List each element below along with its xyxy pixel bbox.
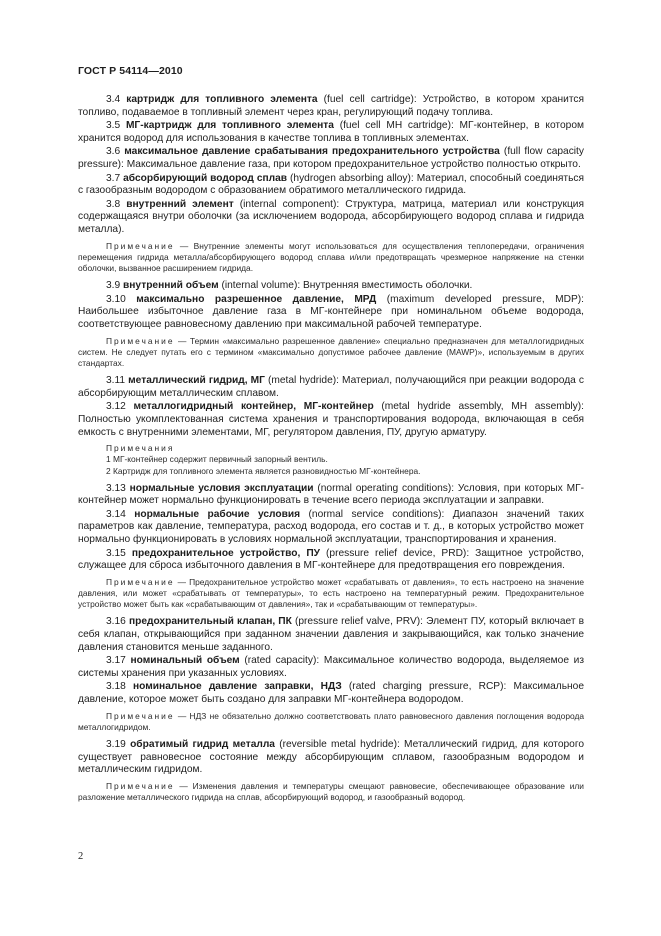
note-paragraph	[78, 577, 584, 611]
note-label: Примечание	[106, 780, 175, 791]
definition-paragraph	[78, 294, 584, 332]
definition-paragraph	[78, 199, 584, 237]
clause-number: 3.8	[106, 198, 121, 210]
term-name: МГ-картридж для топливного элемента	[125, 120, 334, 132]
term-name: внутренний объем	[123, 280, 219, 292]
note-label: Примечание	[106, 240, 175, 251]
definition-paragraph	[78, 173, 584, 198]
note-text: — Предохранительное устройство может «срабатывать от давления», то есть настроено на значение давления, или может «срабатывать от температуры», то есть настроено на температурный режим. Предохранительное устройство может быть как «срабатывающим от давления», так и «срабатывающим от температуры».	[78, 576, 584, 610]
definition-text: (pressure relief device, PRD): Защитное устройство, служащее для сброса избыточного давления в МГ-контейнере для предотвращения его повреждения.	[78, 547, 585, 572]
definition-text: (internal volume): Внутренняя вместимость оболочки.	[218, 280, 473, 292]
definition-paragraph	[78, 681, 584, 706]
definition-paragraph	[78, 739, 584, 777]
term-name: номинальный объем	[130, 655, 240, 667]
note-paragraph	[78, 781, 584, 803]
note-paragraph	[78, 241, 584, 275]
definition-text: (rated charging pressure, RCP): Максимальное давление, которое может быть создано для заправки МГ-контейнера водородом.	[78, 681, 584, 706]
term-name: абсорбирующий водород сплав	[123, 172, 288, 184]
term-name: предохранительный клапан, ПК	[128, 616, 292, 628]
clause-number: 3.17	[106, 655, 126, 667]
term-name: максимальное давление срабатывания предохранительного устройства	[124, 146, 500, 158]
definition-text: (fuel cell MH cartridge): МГ-контейнер, в котором хранится водород для использования в качестве топлива в топливных элементах.	[78, 120, 584, 144]
note-text: — НДЗ не обязательно должно соответствовать плато равновесного давления поглощения водорода металлогидридом.	[78, 710, 584, 732]
definition-text: (full flow capacity pressure): Максимальное давление газа, при котором предохранительное устройство полностью открыто.	[78, 146, 584, 170]
note-text: — Внутренние элементы могут использоваться для осуществления теплопередачи, ограничения перемещения гидрида металла/абсорбирующего водород сплава и/или предотвращать чрезмерное напряжение на стенки оболочки, вызванное расширением гидрида.	[78, 240, 584, 273]
definition-paragraph	[78, 146, 584, 171]
term-name: металлический гидрид, МГ	[128, 375, 265, 387]
clause-number: 3.16	[106, 616, 126, 628]
definition-paragraph	[78, 94, 584, 119]
notes-block	[78, 443, 584, 477]
clause-number: 3.7	[106, 172, 121, 184]
note-paragraph	[78, 711, 584, 733]
note-line: 2 Картридж для топливного элемента является разновидностью МГ-контейнера.	[106, 465, 421, 476]
note-line: 1 МГ-контейнер содержит первичный запорный вентиль.	[106, 454, 328, 465]
clause-number: 3.4	[106, 94, 121, 105]
clause-number: 3.10	[106, 293, 126, 305]
term-name: обратимый гидрид металла	[130, 739, 275, 751]
clause-number: 3.9	[106, 280, 121, 292]
note-paragraph	[78, 336, 584, 370]
note-text: — Изменения давления и температуры смещают равновесие, обеспечивающее образование или разложение металлического гидрида на сплав, абсорбирующий водород, и газообразный водород.	[78, 780, 584, 803]
clause-number: 3.5	[106, 120, 121, 132]
term-name: предохранительное устройство, ПУ	[131, 547, 321, 559]
clause-number: 3.11	[106, 375, 126, 387]
clause-number: 3.15	[106, 547, 126, 559]
notes-heading: Примечания	[106, 443, 175, 454]
definition-paragraph	[78, 548, 584, 573]
definition-text: (metal hydride assembly, MH assembly): Полностью укомплектованная система хранения и транспортирования водорода, включающая в себя емкость с внутренними элементами, МГ, регулятором давления, ПУ, другую арматуру.	[78, 401, 584, 438]
term-name: картридж для топливного элемента	[126, 94, 318, 105]
term-name: нормальные условия эксплуатации	[129, 482, 314, 494]
document-body	[78, 94, 584, 809]
term-name: внутренний элемент	[126, 198, 234, 210]
definition-paragraph	[78, 401, 584, 439]
note-label: Примечание	[106, 576, 175, 587]
clause-number: 3.12	[106, 401, 126, 413]
note-label: Примечание	[106, 710, 175, 721]
definition-text: (hydrogen absorbing alloy): Материал, способный соединяться с газообразным водородом с образованием обратимого металлического гидрида.	[78, 172, 584, 197]
definition-paragraph	[78, 483, 584, 508]
definition-paragraph	[78, 375, 584, 400]
clause-number: 3.6	[106, 146, 121, 158]
clause-number: 3.13	[106, 482, 126, 494]
definition-paragraph	[78, 655, 584, 680]
definition-text: (metal hydride): Материал, получающийся при реакции водорода с абсорбирующим металлическим сплавом.	[78, 375, 584, 399]
term-name: металлогидридный контейнер, МГ-контейнер	[133, 401, 374, 413]
term-name: нормальные рабочие условия	[134, 508, 301, 520]
document-header: ГОСТ Р 54114—2010	[78, 65, 183, 77]
page-number: 2	[78, 851, 84, 862]
definition-text: (internal component): Структура, матрица, материал или конструкция содержащаяся внутри оболочки (за исключением водорода, абсорбирующего водород сплава и гидрида металла).	[78, 198, 584, 235]
definition-paragraph	[78, 509, 584, 547]
definition-paragraph	[78, 120, 584, 145]
note-text: — Термин «максимально разрешенное давление» специально предназначен для металлогидридных систем. Не следует путать его с термином «максимально допустимое рабочее давление (MAWP)», используемым в других стандартах.	[78, 335, 584, 368]
definition-paragraph	[78, 280, 584, 293]
definition-text: (reversible metal hydride): Металлический гидрид, для которого существует равновесное состояние между абсорбирующим сплавом, газообразным водородом и металлическим гидридом.	[78, 739, 585, 776]
clause-number: 3.14	[106, 508, 126, 520]
term-name: номинальное давление заправки, НДЗ	[133, 681, 342, 693]
definition-text: (maximum developed pressure, MDP): Наибольшее избыточное давление газа в МГ-контейнере при номинальном объеме водорода, соответствующее равновесному давлению при максимальной рабочей температуре.	[78, 293, 584, 330]
definition-text: (pressure relief valve, PRV): Элемент ПУ, который включает в себя клапан, открывающийся при заданном значении давления и закрывающийся, как только значение давления становится меньше заданного.	[78, 616, 585, 653]
definition-text: (fuel cell cartridge): Устройство, в котором хранится топливо, подаваемое в топливный элемент через кран, регулирующий подачу топлива.	[78, 94, 584, 118]
definition-text: (rated capacity): Максимальное количество водорода, выделяемое из системы хранения при указанных условиях.	[78, 655, 584, 679]
term-name: максимально разрешенное давление, МРД	[136, 293, 377, 305]
definition-text: (normal service conditions): Диапазон значений таких параметров как давление, температура, расход водорода, его состав и т. д., в которых устройство может нормально функционировать в условиях нормальной эксплуатации, транспортирования и хранения.	[78, 508, 584, 546]
definition-text: (normal operating conditions): Условия, при которых МГ-контейнер может нормально функционировать в течение всего периода эксплуатации и заправки.	[78, 482, 584, 507]
note-label: Примечание	[106, 335, 175, 346]
definition-paragraph	[78, 616, 584, 654]
clause-number: 3.19	[106, 739, 126, 751]
clause-number: 3.18	[106, 681, 126, 693]
